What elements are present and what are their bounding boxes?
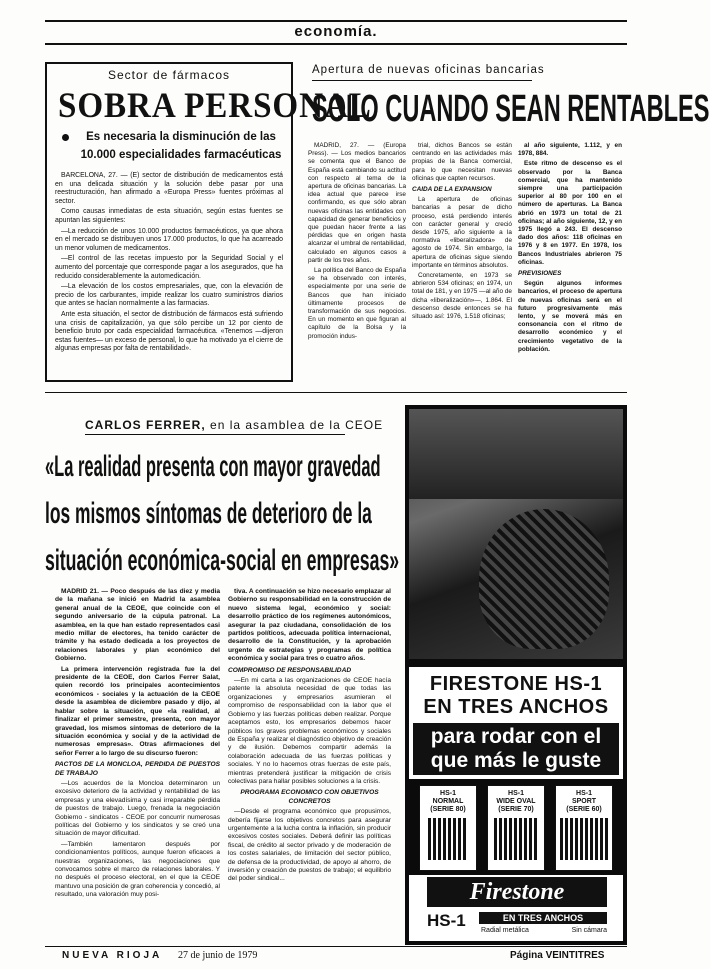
tagline-line: que más le guste [430, 749, 602, 772]
ad-band [409, 667, 623, 779]
article-ceoe-kicker [85, 418, 383, 432]
headline-line: «La realidad presenta con mayor gravedad [45, 450, 381, 483]
tire-type: WIDE OVAL [496, 798, 536, 805]
article-farmacos-headline: SOBRA PERSONAL [58, 85, 372, 125]
paragraph: Como causas inmediatas de esta situación, según estas fuentes se apuntan las siguientes: [55, 208, 283, 224]
kicker-rest: en la asamblea de la CEOE [210, 418, 384, 432]
tire-series: (SERIE 80) [430, 806, 466, 813]
paragraph: —La reducción de unos 10.000 productos farmacéuticos, ya que ahora en el mercado se distribuyen unos 17.000 productos, lo que ha acarreado un menor volumen de medicamentos. [55, 227, 283, 252]
tire-model: HS-1 [440, 790, 456, 797]
paragraph: Según algunos informes bancarios, el proceso de apertura de nuevas oficinas será en el futuro progresivamente más lento, y se moverá más en consonancia con el ritmo de desarrollo económico y el crecimiento vegetativo de la población. [518, 280, 622, 353]
paragraph: —La elevación de los costos empresariales, que, con la elevación de precio de los carburantes, impide realizar los cuatro suministros diarios que antes se hacían normalmente a las farmacias. [55, 283, 283, 308]
firestone-logo: Firestone [427, 877, 607, 907]
subheading: PREVISIONES [518, 270, 562, 278]
article-bancos-headline: SOLO CUANDO SEAN RENTABLES [312, 88, 710, 130]
headline-line: situación económica-social en empresas» [45, 544, 400, 577]
paragraph: La primera intervención registrada fue la del presidente de la CEOE, don Carlos Ferrer Salat, quien recordó los principales acontecimientos económicos - sociales y la actuación de la CEOE desde la asamblea de diciembre pasado y dijo, al hablar sobre la situación, que «la realidad, al finalizar el primer semestre, presenta, con mayor gravedad, los mismos síntomas de deterioro de la situación económica y social y de la actividad de numerosas empresas». Otras afirmaciones del señor Ferrer a lo largo de su discurso fueron: [55, 665, 220, 757]
footer-page: Página VEINTITRES [510, 950, 605, 961]
paragraph: al año siguiente, 1.112, y en 1978, 884. [518, 142, 622, 158]
subheading: PACTOS DE LA MONCLOA, PERDIDA DE PUESTOS DE TRABAJO [55, 761, 220, 777]
paragraph: —El control de las recetas impuesto por la Seguridad Social y el aumento del porcentaje que corresponde pagar a los asegurados, que ha reducido considerablemente la automedicación. [55, 255, 283, 280]
tire-series: (SERIE 70) [498, 806, 534, 813]
firestone-ad [405, 405, 627, 945]
tire-type: SPORT [571, 798, 597, 805]
article-bancos-kicker: Apertura de nuevas oficinas bancarias [312, 64, 545, 76]
paragraph: Ante esta situación, el sector de distribución de fármacos está sufriendo una crisis de capitalización, ya que sólo percibe un 12 por ciento de beneficio bruto por cada especialidad farmacéutica. «Tenemos —dijeron estas fuentes— un exceso de personal, lo que ha motivado ya el cierre de algunas empresas por falta de rentabilidad». [55, 310, 283, 353]
subheading: PROGRAMA ECONOMICO CON OBJETIVOS CONCRETOS [240, 789, 379, 805]
paragraph: —Los acuerdos de la Moncloa determinaron un excesivo deterioro de la actividad y rentabilidad de las empresas y una elevadísima y casi irreparable pérdida de puestos de trabajo. Luego, frenada la negociación Gobierno - sindicatos - CEOE por concurrir numerosas políticas del Gobierno y los sindicatos y se creó una situación de mayor dificultad. [55, 779, 220, 838]
section-title: economía. [294, 23, 378, 40]
tire-lineup [409, 785, 623, 869]
paragraph: MADRID 21. — Poco después de las diez y media de la mañana se inició en Madrid la asamblea general anual de la CEOE, que coincide con el segundo aniversario de la cúpula patronal. La asamblea, en la que han estado representados casi medio millar de electores, ha tenido carácter de trámite y ha estado dedicada a los proyectos de relaciones laborales y plan económico del Gobierno. [55, 588, 220, 663]
bullet-icon [62, 134, 69, 141]
paragraph: La apertura de oficinas bancarias a pesar de dicho proceso, está perdiendo interés con carácter general y creció desde 1975, año siguiente a la normativa «liberalizadora» de agosto de 1974. Sin embargo, la apertura de oficinas sigue siendo importante en términos absolutos. [412, 196, 512, 269]
tagline-line: para rodar con el [430, 725, 602, 748]
article-farmacos-body [55, 172, 283, 377]
tire-photo [409, 409, 623, 659]
article-bancos-col3 [518, 142, 622, 384]
article-bancos-col1 [308, 142, 406, 384]
kicker-name: CARLOS FERRER, [85, 418, 206, 432]
ad-bottom-line: EN TRES ANCHOS [479, 912, 607, 924]
ad-tagline [413, 723, 619, 775]
ad-logo-block [409, 875, 623, 941]
article-bancos-col2 [412, 142, 512, 384]
tire-tread-icon [428, 818, 468, 860]
car-fender-shape [409, 409, 623, 499]
paragraph: La política del Banco de España se ha observado con interés, especialmente por una serie de Bancos que han iniciado últimamente procesos de transformación de sus negocios. En un momento en que figuran al capítulo de la Bolsa y la promoción indus- [308, 267, 406, 340]
footer-date: 27 de junio de 1979 [178, 950, 258, 961]
article-ceoe-col1 [55, 588, 220, 945]
paragraph: tiva. A continuación se hizo necesario emplazar al Gobierno su responsabilidad en la construcción de nuevo sistema legal, económico y social: desarrollo práctico de los regímenes autonómicos, asegurar la paz ciudadana, consolidación de los partidos políticos, adecuada política internacional, desarrollo de la Constitución, y la aprobación urgente de estrategias y programas de política económica y social para tres o cuatro años. [228, 588, 391, 663]
tire-series: (SERIE 60) [566, 806, 602, 813]
ad-sub-text: Sin cámara [571, 927, 607, 934]
tire-sport [555, 785, 613, 871]
tire-tread-icon [560, 818, 608, 860]
ad-brand-line: FIRESTONE HS-1 [429, 673, 603, 695]
tire-model: HS-1 [508, 790, 524, 797]
ad-bottom-model: HS-1 [427, 911, 466, 930]
subheading: COMPROMISO DE RESPONSABILIDAD [228, 666, 352, 674]
paragraph: MADRID, 27. — (Europa Press). — Los medios bancarios se comenta que el Banco de España está cambiando su actitud con respecto al tema de la apertura de oficinas bancarias. La idea actual que parece irse confirmando, es que sólo abran nuevas oficinas las entidades con capacidad de generar beneficios y que puedan hacer frente a las pérdidas que en origen hasta alcanzar el umbral de rentabilidad, calculado en algunos casos a partir de los tres años. [308, 142, 406, 264]
paragraph: —Desde el programa económico que propusimos, debería fijarse los objetivos concretos para asegurar urgentemente a la lucha contra la inflación, sin producir excesivos costes sociales. Deberá definir las políticas fiscal, de crédito al sector privado y de moderación de los costes salariales, de limitación del sector público, de defensa de la productividad, de apoyo al ahorro, de inversión y creación de puestos de trabajo; el equilibrio del poder sindical... [228, 808, 391, 883]
tire-normal [419, 785, 477, 871]
ad-bottom-sub [481, 927, 607, 934]
paragraph: Concretamente, en 1973 se abrieron 534 oficinas; en 1974, un total de 181, y en 1975 —al año de dicha «liberalización»—, 1.864. El descenso desde entonces se ha situado así: 1976, 1.518 oficinas; [412, 272, 512, 321]
deck-line: Es necesaria la disminución de las [86, 131, 276, 143]
tire-wide-oval [487, 785, 545, 871]
tire-type: NORMAL [432, 798, 464, 805]
ad-brand-line: EN TRES ANCHOS [423, 696, 609, 718]
paragraph: Este ritmo de descenso es el observado por la Banca comercial, que ha mantenido siempre una participación superior al 80 por 100 en el número de aperturas. La Banca abrió en 1973 un total de 21 oficinas; al año siguiente, 12, y en 1975 llegó a 243. El descenso dado dos años: 118 oficinas en 1976 y 8 en 1977. En 1978, los Bancos Industriales abrieron 75 oficinas. [518, 160, 622, 266]
paragraph: —También lamentaron después por condicionamientos políticos, aunque fueron eficaces a nuestras organizaciones, las negociaciones que convocamos sobre el marco de relaciones laborales. Y no después el proceso electoral, en el que la CEOE mantuvo una posición de gran coherencia y concedió, al resultado, una valoración muy posi- [55, 840, 220, 899]
headline-line: los mismos síntomas de deterioro de la [45, 497, 372, 530]
subheading: CAIDA DE LA EXPANSION [412, 186, 492, 194]
footer-paper: NUEVA RIOJA [62, 950, 163, 961]
article-farmacos-kicker: Sector de fármacos [107, 68, 231, 82]
paragraph: BARCELONA, 27. — (E) sector de distribución de medicamentos está en una delicada situación y la solución debe pasar por una reestructuración, han afirmado a «Europa Press» fuentes próximas al sector. [55, 172, 283, 205]
article-farmacos-deck [76, 128, 286, 164]
tire-tread-icon [494, 818, 538, 860]
deck-line: 10.000 especialidades farmacéuticas [80, 149, 282, 161]
ad-sub-text: Radial metálica [481, 927, 529, 934]
paragraph: trial, dichos Bancos se están centrando en las actividades más propias de la Banca comercial, para lo que necesitan nuevas oficinas que capten recursos. [412, 142, 512, 182]
paragraph: —En mi carta a las organizaciones de CEOE hacía patente la absoluta necesidad de que todas las organizaciones y empresarios asumieran el compromiso de responsabilidad con la labor que el Gobierno y las fuerzas políticas deben realizar. Porque aceptamos esto, los empresarios debemos hacer públicos los graves problemas económicos y sociales de España y realizar el diagnóstico objetivo de creación y de ilusión. Debemos compartir además la colaboración adecuada de las fuerzas políticas y sociales. Y no lo hacemos otras fuerzas de este país, mientras pretenderá justificar la mitigación de crisis colectivas para hallar posibles soluciones a la crisis. [228, 677, 391, 785]
tire-shape [479, 509, 609, 649]
article-ceoe-col2 [228, 588, 391, 945]
tire-model: HS-1 [576, 790, 592, 797]
